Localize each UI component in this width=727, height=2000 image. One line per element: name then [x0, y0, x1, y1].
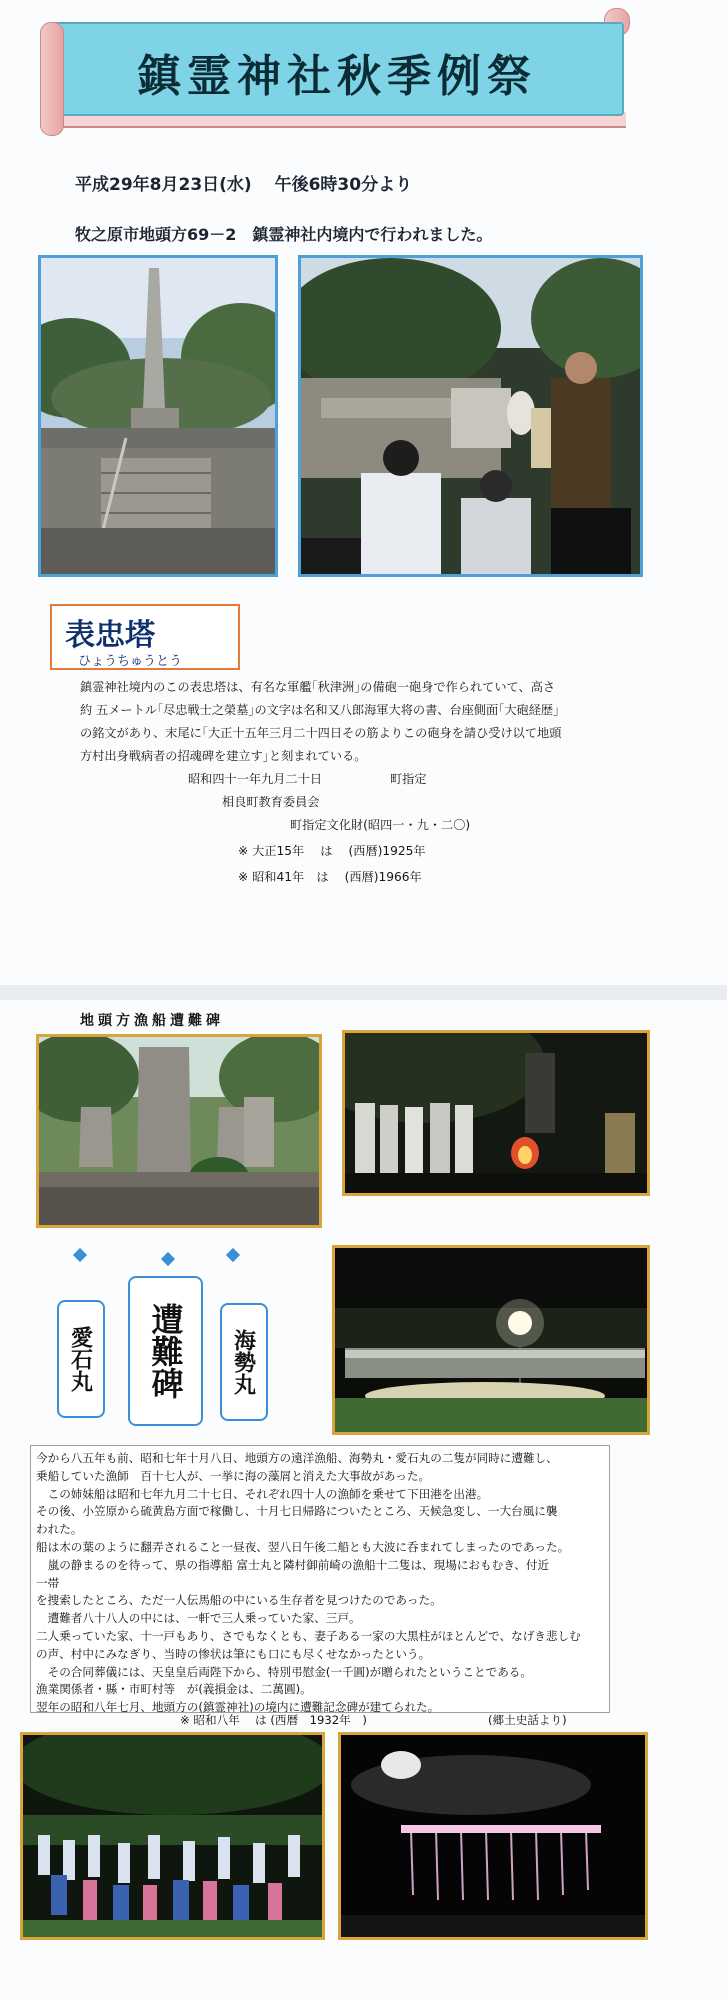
ship-label-aiishi-text: 愛石丸 [67, 1326, 94, 1392]
story-line: 今から八五年も前、昭和七年十月八日、地頭方の遠洋漁船、海勢丸・愛石丸の二隻が同時に遭難し、 [36, 1451, 558, 1465]
page-title: 鎮霊神社秋季例祭 [137, 51, 537, 102]
designation-label: 町指定 [390, 772, 427, 786]
page-one [0, 0, 727, 985]
bon-dance-photo [20, 1732, 325, 1940]
story-line: その後、小笠原から硫黄島方面で稼働し、十月七日帰路についたところ、天候急変し、一大台風に襲 [36, 1504, 558, 1519]
story-line: 漁業関係者・縣・市町村等 が(義損金は、二萬圓)。 [36, 1682, 312, 1697]
night-crowd-photo [332, 1245, 650, 1435]
memorial-label [128, 1276, 203, 1426]
description-line: 鎮霊神社境内のこの表忠塔は、有名な軍艦｢秋津洲｣の備砲一砲身で作られていて、高さ [80, 680, 556, 694]
story-text [36, 1450, 581, 1717]
ceremony-photo [298, 255, 643, 577]
night-ceremony-image [345, 1033, 647, 1193]
designation-date: 昭和四十一年九月二十日 [188, 772, 323, 786]
era-note: ※ 昭和41年 は (西暦)1966年 [238, 870, 422, 884]
bon-dance-image [23, 1735, 322, 1937]
story-line: を捜索したところ、ただ一人伝馬船の中にいる生存者を見つけたのであった。 [36, 1593, 442, 1608]
monument-photo [38, 255, 278, 577]
description-line: 約 五メートル｢尽忠戦士之榮墓｣の文字は名和又八郎海軍大将の書、台座側面｢大砲経歴｣ [80, 703, 560, 717]
story-line: 翌年の昭和八年七月、地頭方の(鎮霊神社)の境内に遭難記念碑が建てられた。 [36, 1700, 440, 1715]
story-line: 嵐の静まるのを待って、県の指導船 富士丸と隣村御前崎の漁船十二隻は、現場におもむき、付近 [36, 1557, 550, 1572]
ship-label-kaisei [220, 1303, 268, 1421]
memorial-stones-photo [36, 1034, 322, 1228]
memorial-label-text: 遭難碑 [146, 1303, 185, 1399]
memorial-stones-image [39, 1037, 319, 1225]
era-note-1932: ※ 昭和八年 は (西暦 1932年 ) [180, 1713, 367, 1727]
story-line: その合同葬儀には、天皇皇后両陛下から、特別弔慰金(一千圓)が贈られたということである。 [36, 1664, 532, 1679]
story-line: 一帯 [36, 1575, 60, 1590]
fireworks-photo [338, 1732, 648, 1940]
story-line: 船は木の葉のように翻弄されること一昼夜、翌八日午後二船とも大波に呑まれてしまったのであった。 [36, 1539, 570, 1554]
ship-label-aiishi [57, 1300, 105, 1418]
story-line: 乗船していた漁師 百十七人が、一挙に海の藻屑と消えた大事故があった。 [36, 1468, 431, 1483]
night-crowd-image [335, 1248, 647, 1432]
cultural-property: 町指定文化財(昭四一・九・二〇) [290, 818, 471, 832]
page-gap [0, 985, 727, 1000]
event-date: 平成29年8月23日(水) 午後6時30分より [75, 175, 413, 195]
story-line: の声、村中にみなぎり、当時の惨状は筆にも口にも尽くせなかったという。 [36, 1646, 431, 1661]
ceremony-photo-image [301, 258, 640, 574]
monument-name: 表忠塔 [65, 618, 155, 653]
fireworks-image [341, 1735, 645, 1937]
event-place: 牧之原市地頭方69－2 鎮霊神社内境内で行われました。 [75, 225, 493, 244]
memorial-heading: 地頭方漁船遭難碑 [80, 1013, 224, 1029]
era-note: ※ 大正15年 は (西暦)1925年 [238, 844, 426, 858]
night-ceremony-photo [342, 1030, 650, 1196]
committee: 相良町教育委員会 [222, 795, 320, 809]
description-line: 方村出身戦病者の招魂碑を建立す｣と刻まれている。 [80, 749, 367, 763]
story-line: 遭難者八十八人の中には、一軒で三人乗っていた家、三戸。 [36, 1611, 361, 1626]
story-line: この姉妹船は昭和七年九月二十七日、それぞれ四十人の漁師を乗せて下田港を出港。 [36, 1486, 489, 1501]
story-line: われた。 [36, 1522, 83, 1537]
description-line: の銘文があり、末尾に｢大正十五年三月二十四日その筋よりこの砲身を請ひ受け以て地頭 [80, 726, 562, 740]
source-note: (郷土史話より) [488, 1713, 567, 1727]
story-line: 二人乗っていた家、十一戸もあり、さでもなくとも、妻子ある一家の大黒柱がほとんどで、なげき悲しむ [36, 1628, 581, 1643]
ship-label-kaisei-text: 海勢丸 [230, 1329, 257, 1395]
monument-photo-image [41, 258, 275, 574]
monument-reading: ひょうちゅうとう [78, 654, 183, 669]
